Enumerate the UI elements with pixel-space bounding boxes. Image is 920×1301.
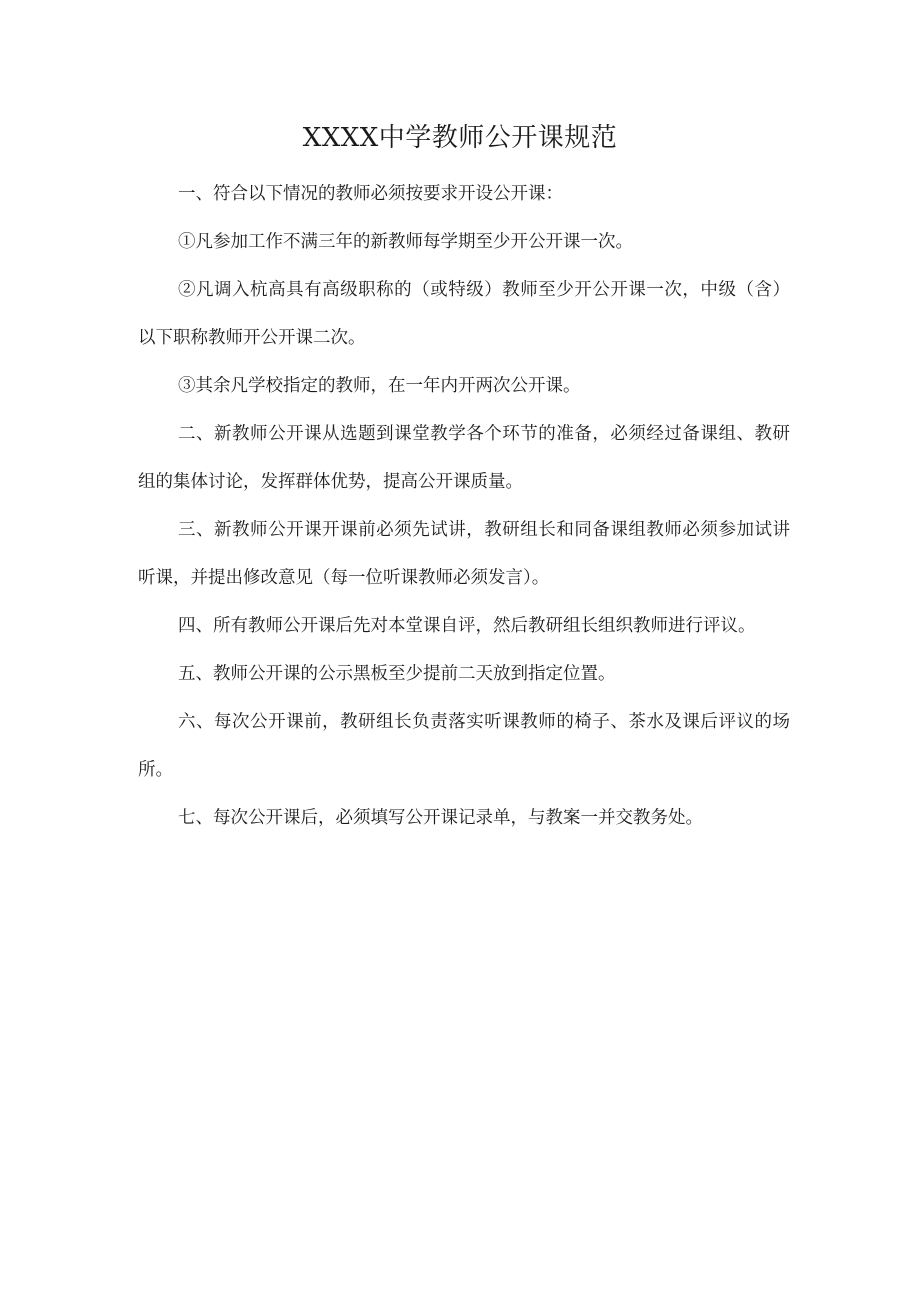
document-title: XXXX中学教师公开课规范: [302, 123, 618, 153]
paragraph-item-1: ①凡参加工作不满三年的新教师每学期至少开公开课一次。: [178, 232, 633, 252]
paragraph-section-7: 七、每次公开课后，必须填写公开课记录单，与教案一并交教务处。: [178, 808, 703, 828]
paragraph-section-1: 一、符合以下情况的教师必须按要求开设公开课：: [178, 184, 563, 204]
paragraph-section-3: 三、新教师公开课开课前必须先试讲，教研组长和同备课组教师必须参加试讲听课，并提出修改意见（每一位听课教师必须发言）。: [138, 520, 790, 588]
document-body: [138, 170, 790, 842]
paragraph-section-2: 二、新教师公开课从选题到课堂教学各个环节的准备，必须经过备课组、教研组的集体讨论，发挥群体优势，提高公开课质量。: [138, 424, 790, 492]
paragraph-section-4: 四、所有教师公开课后先对本堂课自评，然后教研组长组织教师进行评议。: [178, 616, 756, 636]
paragraph-section-6: 六、每次公开课前，教研组长负责落实听课教师的椅子、茶水及课后评议的场所。: [138, 712, 790, 780]
paragraph-section-5: 五、教师公开课的公示黑板至少提前二天放到指定位置。: [178, 664, 616, 684]
paragraph-item-2: ②凡调入杭高具有高级职称的（或特级）教师至少开公开课一次，中级（含）以下职称教师开公开课二次。: [138, 280, 790, 348]
paragraph-item-3: ③其余凡学校指定的教师，在一年内开两次公开课。: [178, 376, 581, 396]
